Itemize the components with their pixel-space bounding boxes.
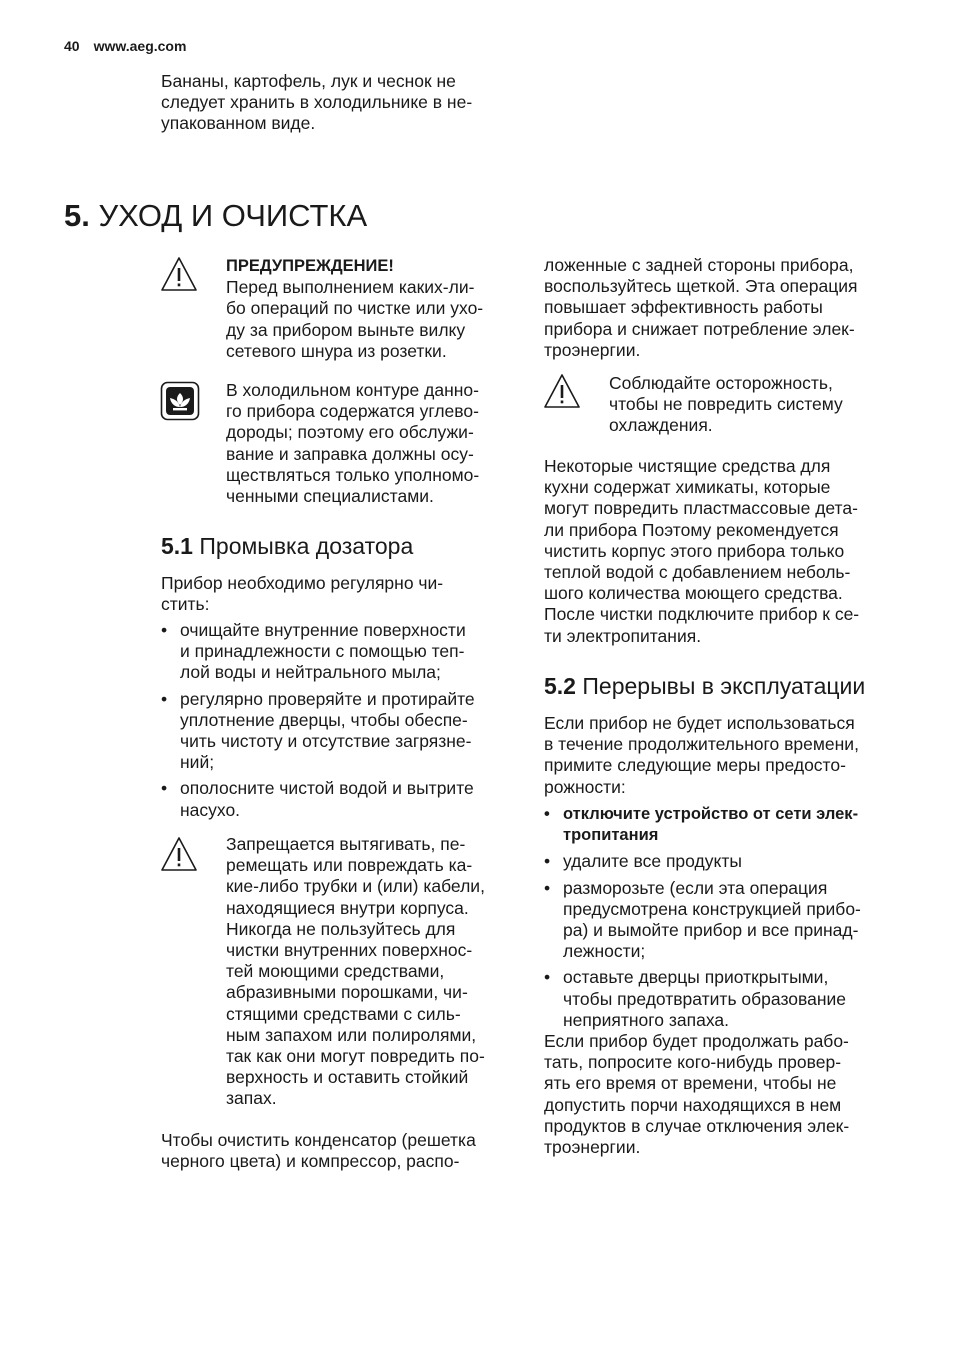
text-line: могут повредить пластмассовые дета-	[544, 498, 858, 519]
list-line: • очищайте внутренние поверхности	[180, 620, 466, 640]
sub2-list	[544, 804, 914, 1036]
intro-line: упакованном виде.	[161, 113, 316, 134]
subsection-number: 5.2	[544, 673, 576, 699]
warning-line: Перед выполнением каких-ли-	[226, 277, 475, 298]
text-line: в течение продолжительного времени,	[544, 734, 859, 755]
subsection-heading-5-2	[544, 672, 865, 700]
col2-top-text	[544, 255, 904, 361]
text-line: повышает эффективность работы	[544, 297, 823, 318]
eco-line: ченными специалистами.	[226, 486, 434, 507]
list-line: • отключите устройство от сети элек-	[563, 805, 859, 823]
text-line: теплой водой с добавлением неболь-	[544, 562, 851, 583]
site-url: www.aeg.com	[93, 38, 187, 54]
warning-line: сетевого шнура из розетки.	[226, 340, 447, 361]
eco-note	[226, 380, 526, 507]
section-title: УХОД И ОЧИСТКА	[98, 198, 368, 233]
intro-line: Бананы, картофель, лук и чеснок не	[161, 71, 456, 91]
eco-line: го прибора содержатся углево-	[226, 401, 479, 422]
list-line: чить чистоту и отсутствие загрязне-	[180, 731, 472, 752]
list-item	[161, 620, 521, 684]
list-line: и принадлежности с помощью теп-	[180, 641, 465, 662]
text-line: тать, попросите кого-нибудь провер-	[544, 1052, 842, 1073]
sub1-list	[161, 620, 521, 826]
list-line: ний;	[180, 752, 215, 773]
list-item	[544, 878, 914, 963]
warning-line: находящиеся внутри корпуса.	[226, 897, 469, 918]
warning-line: чтобы не повредить систему	[609, 394, 843, 415]
eco-line: дороды; поэтому его обслужи-	[226, 422, 474, 443]
list-line: лой воды и нейтрального мыла;	[180, 662, 441, 683]
list-line: неприятного запаха.	[563, 1009, 729, 1030]
warning-2	[226, 834, 526, 1110]
warning-line: тей моющими средствами,	[226, 961, 445, 982]
warning-line: кие-либо трубки и (или) кабели,	[226, 876, 485, 897]
warning-line: ным запахом или полиролями,	[226, 1024, 477, 1045]
list-line: насухо.	[180, 799, 241, 820]
subsection-title: Промывка дозатора	[199, 533, 414, 559]
list-item	[544, 851, 914, 872]
condenser-text	[161, 1130, 531, 1172]
warning-line: ремещать или повреждать ка-	[226, 855, 473, 876]
warning-line: ду за прибором выньте вилку	[226, 319, 466, 340]
warning-line: стящими средствами с силь-	[226, 1003, 461, 1024]
text-line: После чистки подключите прибор к се-	[544, 604, 860, 625]
list-item	[544, 967, 914, 1031]
text-line: стить:	[161, 594, 210, 615]
intro-text	[161, 71, 521, 135]
list-item	[161, 778, 521, 820]
sub2-intro	[544, 713, 914, 798]
eco-line: ществляться только уполномо-	[226, 464, 480, 485]
subsection-number: 5.1	[161, 533, 193, 559]
text-line: допустить порчи находящихся в нем	[544, 1094, 842, 1115]
chemicals-text	[544, 456, 914, 647]
list-line: чтобы предотвратить образование	[563, 988, 847, 1009]
text-line: ти электропитания.	[544, 625, 702, 646]
text-line: черного цвета) и компрессор, распо-	[161, 1151, 460, 1172]
list-line: лежности;	[563, 941, 646, 962]
text-line: примите следующие меры предосто-	[544, 755, 846, 776]
text-line: ли прибора Поэтому рекомендуется	[544, 519, 839, 540]
warning-line: чистки внутренних поверхнос-	[226, 940, 473, 961]
text-line: Некоторые чистящие средства для	[544, 456, 831, 476]
list-item	[161, 689, 521, 774]
warning-line: Никогда не пользуйтесь для	[226, 918, 456, 939]
list-line: • удалите все продукты	[563, 851, 742, 872]
text-line: Если прибор не будет использоваться	[544, 713, 855, 733]
list-line: тропитания	[563, 826, 659, 845]
subsection-title: Перерывы в эксплуатации	[582, 673, 866, 699]
warning-line: Соблюдайте осторожность,	[609, 373, 833, 393]
sub2-outro	[544, 1031, 914, 1158]
warning-1	[226, 256, 526, 362]
list-line: уплотнение дверцы, чтобы обеспе-	[180, 709, 468, 730]
text-line: ложенные с задней стороны прибора,	[544, 255, 854, 275]
sub1-intro	[161, 573, 521, 615]
warning-line: так как они могут повредить по-	[226, 1046, 485, 1067]
intro-line: следует хранить в холодильнике в не-	[161, 92, 473, 113]
text-line: Чтобы очистить конденсатор (решетка	[161, 1130, 476, 1150]
text-line: шого количества моющего средства.	[544, 583, 843, 604]
text-line: троэнергии.	[544, 1137, 641, 1158]
section-number: 5.	[64, 198, 90, 233]
text-line: троэнергии.	[544, 339, 641, 360]
list-line: ра) и вымойте прибор и все принад-	[563, 920, 859, 941]
list-line: • разморозьте (если эта операция	[563, 877, 828, 898]
warning-triangle-icon	[159, 255, 199, 295]
warning-line: запах.	[226, 1088, 277, 1109]
list-line: • оставьте дверцы приоткрытыми,	[563, 967, 829, 988]
section-heading	[64, 196, 367, 236]
warning-triangle-icon	[542, 372, 582, 412]
eco-line: вание и заправка должны осу-	[226, 443, 474, 464]
warning-line: бо операций по чистке или ухо-	[226, 298, 484, 319]
environment-icon	[160, 381, 200, 421]
warning-3	[609, 373, 909, 437]
text-line: рожности:	[544, 776, 626, 797]
list-line: предусмотрена конструкцией прибо-	[563, 898, 861, 919]
warning-line: охлаждения.	[609, 415, 713, 436]
subsection-heading-5-1	[161, 532, 413, 560]
page-header	[64, 38, 186, 54]
warning-line: верхность и оставить стойкий	[226, 1067, 469, 1088]
warning-line: Запрещается вытягивать, пе-	[226, 834, 466, 854]
list-line: • ополосните чистой водой и вытрите	[180, 778, 474, 799]
warning-line: абразивными порошками, чи-	[226, 982, 468, 1003]
text-line: продуктов в случае отключения элек-	[544, 1115, 850, 1136]
text-line: Если прибор будет продолжать рабо-	[544, 1031, 849, 1051]
text-line: прибора и снижает потребление элек-	[544, 318, 855, 339]
eco-line: В холодильном контуре данно-	[226, 380, 479, 400]
text-line: ять его время от времени, чтобы не	[544, 1073, 837, 1094]
page-number: 40	[64, 38, 80, 54]
text-line: чистить корпус этого прибора только	[544, 540, 845, 561]
text-line: воспользуйтесь щеткой. Эта операция	[544, 276, 858, 297]
warning-title: ПРЕДУПРЕЖДЕНИЕ!	[226, 257, 394, 275]
list-line: • регулярно проверяйте и протирайте	[180, 688, 475, 709]
warning-triangle-icon	[159, 835, 199, 875]
text-line: Прибор необходимо регулярно чи-	[161, 573, 444, 593]
list-item	[544, 804, 914, 846]
text-line: кухни содержат химикаты, которые	[544, 477, 831, 498]
